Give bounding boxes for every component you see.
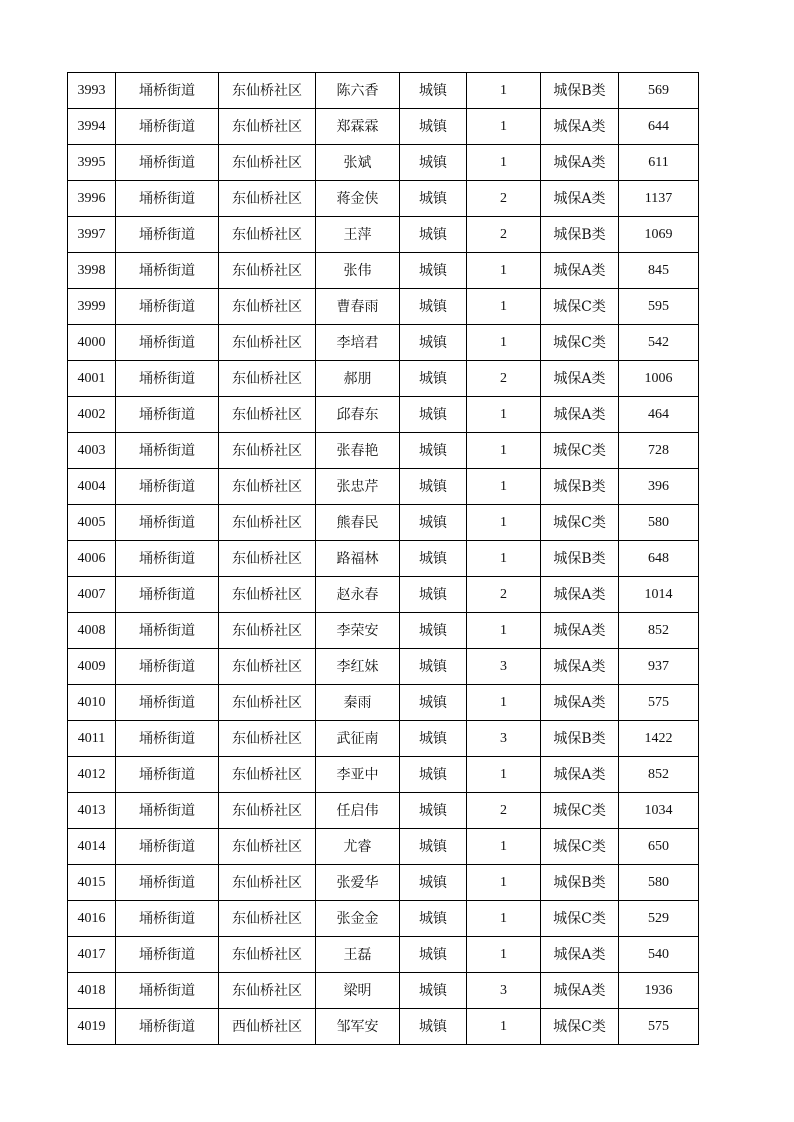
name-cell: 武征南 (316, 721, 400, 757)
insurance-category-cell: 城保C类 (541, 325, 619, 361)
insurance-category-cell: 城保C类 (541, 289, 619, 325)
name-cell: 张春艳 (316, 433, 400, 469)
community-cell: 东仙桥社区 (219, 865, 316, 901)
amount-cell: 542 (619, 325, 699, 361)
name-cell: 王磊 (316, 937, 400, 973)
table-row (68, 361, 699, 397)
amount-cell: 644 (619, 109, 699, 145)
subdistrict-cell: 埇桥街道 (116, 649, 219, 685)
row-number-cell: 4018 (68, 973, 116, 1009)
area-type-cell: 城镇 (400, 469, 467, 505)
table-row (68, 577, 699, 613)
community-cell: 东仙桥社区 (219, 181, 316, 217)
area-type-cell: 城镇 (400, 757, 467, 793)
roster-body (68, 73, 699, 1045)
amount-cell: 595 (619, 289, 699, 325)
area-type-cell: 城镇 (400, 181, 467, 217)
name-cell: 熊春民 (316, 505, 400, 541)
area-type-cell: 城镇 (400, 685, 467, 721)
row-number-cell: 4012 (68, 757, 116, 793)
insurance-category-cell: 城保B类 (541, 721, 619, 757)
community-cell: 东仙桥社区 (219, 685, 316, 721)
table-row (68, 325, 699, 361)
name-cell: 张忠芹 (316, 469, 400, 505)
amount-cell: 1034 (619, 793, 699, 829)
community-cell: 东仙桥社区 (219, 361, 316, 397)
subdistrict-cell: 埇桥街道 (116, 1009, 219, 1045)
area-type-cell: 城镇 (400, 721, 467, 757)
row-number-cell: 4009 (68, 649, 116, 685)
area-type-cell: 城镇 (400, 541, 467, 577)
area-type-cell: 城镇 (400, 397, 467, 433)
table-row (68, 649, 699, 685)
table-row (68, 685, 699, 721)
household-size-cell: 3 (467, 721, 541, 757)
table-row (68, 973, 699, 1009)
row-number-cell: 3998 (68, 253, 116, 289)
community-cell: 东仙桥社区 (219, 757, 316, 793)
community-cell: 东仙桥社区 (219, 73, 316, 109)
insurance-category-cell: 城保B类 (541, 541, 619, 577)
insurance-category-cell: 城保A类 (541, 253, 619, 289)
row-number-cell: 4014 (68, 829, 116, 865)
area-type-cell: 城镇 (400, 649, 467, 685)
subdistrict-cell: 埇桥街道 (116, 757, 219, 793)
household-size-cell: 1 (467, 685, 541, 721)
row-number-cell: 4003 (68, 433, 116, 469)
table-row (68, 433, 699, 469)
row-number-cell: 4004 (68, 469, 116, 505)
community-cell: 东仙桥社区 (219, 541, 316, 577)
subdistrict-cell: 埇桥街道 (116, 181, 219, 217)
amount-cell: 1014 (619, 577, 699, 613)
area-type-cell: 城镇 (400, 433, 467, 469)
household-size-cell: 1 (467, 469, 541, 505)
amount-cell: 529 (619, 901, 699, 937)
subdistrict-cell: 埇桥街道 (116, 685, 219, 721)
name-cell: 李红妹 (316, 649, 400, 685)
table-row (68, 541, 699, 577)
subdistrict-cell: 埇桥街道 (116, 793, 219, 829)
row-number-cell: 3996 (68, 181, 116, 217)
subdistrict-cell: 埇桥街道 (116, 253, 219, 289)
area-type-cell: 城镇 (400, 1009, 467, 1045)
table-row (68, 505, 699, 541)
community-cell: 东仙桥社区 (219, 217, 316, 253)
amount-cell: 1069 (619, 217, 699, 253)
area-type-cell: 城镇 (400, 325, 467, 361)
name-cell: 张斌 (316, 145, 400, 181)
community-cell: 东仙桥社区 (219, 937, 316, 973)
area-type-cell: 城镇 (400, 109, 467, 145)
community-cell: 东仙桥社区 (219, 649, 316, 685)
household-size-cell: 1 (467, 541, 541, 577)
name-cell: 曹春雨 (316, 289, 400, 325)
household-size-cell: 1 (467, 505, 541, 541)
community-cell: 东仙桥社区 (219, 793, 316, 829)
household-size-cell: 1 (467, 937, 541, 973)
community-cell: 东仙桥社区 (219, 577, 316, 613)
household-size-cell: 1 (467, 613, 541, 649)
amount-cell: 648 (619, 541, 699, 577)
amount-cell: 1006 (619, 361, 699, 397)
insurance-category-cell: 城保A类 (541, 757, 619, 793)
table-row (68, 1009, 699, 1045)
insurance-category-cell: 城保A类 (541, 181, 619, 217)
area-type-cell: 城镇 (400, 577, 467, 613)
insurance-category-cell: 城保A类 (541, 937, 619, 973)
subsidy-roster-table (67, 72, 699, 1045)
name-cell: 李荣安 (316, 613, 400, 649)
row-number-cell: 3997 (68, 217, 116, 253)
area-type-cell: 城镇 (400, 73, 467, 109)
subdistrict-cell: 埇桥街道 (116, 541, 219, 577)
amount-cell: 1137 (619, 181, 699, 217)
table-row (68, 793, 699, 829)
subdistrict-cell: 埇桥街道 (116, 433, 219, 469)
row-number-cell: 4016 (68, 901, 116, 937)
table-row (68, 145, 699, 181)
amount-cell: 580 (619, 505, 699, 541)
insurance-category-cell: 城保B类 (541, 217, 619, 253)
household-size-cell: 3 (467, 973, 541, 1009)
amount-cell: 575 (619, 685, 699, 721)
area-type-cell: 城镇 (400, 865, 467, 901)
name-cell: 李亚中 (316, 757, 400, 793)
row-number-cell: 4002 (68, 397, 116, 433)
community-cell: 东仙桥社区 (219, 433, 316, 469)
area-type-cell: 城镇 (400, 901, 467, 937)
household-size-cell: 1 (467, 757, 541, 793)
subdistrict-cell: 埇桥街道 (116, 865, 219, 901)
row-number-cell: 4001 (68, 361, 116, 397)
community-cell: 东仙桥社区 (219, 613, 316, 649)
subdistrict-cell: 埇桥街道 (116, 937, 219, 973)
amount-cell: 650 (619, 829, 699, 865)
household-size-cell: 1 (467, 289, 541, 325)
row-number-cell: 4017 (68, 937, 116, 973)
row-number-cell: 3993 (68, 73, 116, 109)
table-row (68, 937, 699, 973)
table-row (68, 469, 699, 505)
name-cell: 任启伟 (316, 793, 400, 829)
row-number-cell: 4011 (68, 721, 116, 757)
household-size-cell: 2 (467, 577, 541, 613)
name-cell: 邱春东 (316, 397, 400, 433)
household-size-cell: 2 (467, 361, 541, 397)
household-size-cell: 1 (467, 829, 541, 865)
name-cell: 邹军安 (316, 1009, 400, 1045)
amount-cell: 611 (619, 145, 699, 181)
subdistrict-cell: 埇桥街道 (116, 109, 219, 145)
name-cell: 张金金 (316, 901, 400, 937)
area-type-cell: 城镇 (400, 505, 467, 541)
insurance-category-cell: 城保A类 (541, 109, 619, 145)
community-cell: 东仙桥社区 (219, 469, 316, 505)
subdistrict-cell: 埇桥街道 (116, 325, 219, 361)
subdistrict-cell: 埇桥街道 (116, 613, 219, 649)
insurance-category-cell: 城保C类 (541, 793, 619, 829)
name-cell: 蒋金侠 (316, 181, 400, 217)
row-number-cell: 4010 (68, 685, 116, 721)
subdistrict-cell: 埇桥街道 (116, 901, 219, 937)
household-size-cell: 1 (467, 901, 541, 937)
community-cell: 东仙桥社区 (219, 973, 316, 1009)
insurance-category-cell: 城保B类 (541, 865, 619, 901)
amount-cell: 540 (619, 937, 699, 973)
household-size-cell: 1 (467, 1009, 541, 1045)
row-number-cell: 4000 (68, 325, 116, 361)
insurance-category-cell: 城保A类 (541, 685, 619, 721)
table-row (68, 217, 699, 253)
amount-cell: 1936 (619, 973, 699, 1009)
row-number-cell: 4015 (68, 865, 116, 901)
area-type-cell: 城镇 (400, 973, 467, 1009)
household-size-cell: 1 (467, 109, 541, 145)
area-type-cell: 城镇 (400, 793, 467, 829)
household-size-cell: 2 (467, 217, 541, 253)
subdistrict-cell: 埇桥街道 (116, 469, 219, 505)
insurance-category-cell: 城保C类 (541, 433, 619, 469)
table-row (68, 181, 699, 217)
area-type-cell: 城镇 (400, 361, 467, 397)
household-size-cell: 2 (467, 793, 541, 829)
row-number-cell: 4008 (68, 613, 116, 649)
insurance-category-cell: 城保A类 (541, 145, 619, 181)
area-type-cell: 城镇 (400, 217, 467, 253)
insurance-category-cell: 城保C类 (541, 1009, 619, 1045)
area-type-cell: 城镇 (400, 829, 467, 865)
insurance-category-cell: 城保A类 (541, 397, 619, 433)
area-type-cell: 城镇 (400, 253, 467, 289)
amount-cell: 580 (619, 865, 699, 901)
name-cell: 李培君 (316, 325, 400, 361)
area-type-cell: 城镇 (400, 937, 467, 973)
insurance-category-cell: 城保C类 (541, 829, 619, 865)
subdistrict-cell: 埇桥街道 (116, 577, 219, 613)
table-row (68, 757, 699, 793)
household-size-cell: 1 (467, 73, 541, 109)
table-row (68, 289, 699, 325)
amount-cell: 852 (619, 613, 699, 649)
amount-cell: 845 (619, 253, 699, 289)
row-number-cell: 3999 (68, 289, 116, 325)
name-cell: 秦雨 (316, 685, 400, 721)
name-cell: 张爱华 (316, 865, 400, 901)
insurance-category-cell: 城保A类 (541, 361, 619, 397)
table-row (68, 253, 699, 289)
name-cell: 王萍 (316, 217, 400, 253)
insurance-category-cell: 城保A类 (541, 649, 619, 685)
community-cell: 东仙桥社区 (219, 721, 316, 757)
insurance-category-cell: 城保C类 (541, 505, 619, 541)
name-cell: 路福林 (316, 541, 400, 577)
subdistrict-cell: 埇桥街道 (116, 829, 219, 865)
amount-cell: 852 (619, 757, 699, 793)
table-row (68, 901, 699, 937)
table-row (68, 721, 699, 757)
table-row (68, 613, 699, 649)
community-cell: 东仙桥社区 (219, 109, 316, 145)
subdistrict-cell: 埇桥街道 (116, 73, 219, 109)
insurance-category-cell: 城保A类 (541, 973, 619, 1009)
household-size-cell: 1 (467, 397, 541, 433)
insurance-category-cell: 城保B类 (541, 73, 619, 109)
community-cell: 东仙桥社区 (219, 145, 316, 181)
name-cell: 郑霖霖 (316, 109, 400, 145)
community-cell: 东仙桥社区 (219, 505, 316, 541)
amount-cell: 937 (619, 649, 699, 685)
subdistrict-cell: 埇桥街道 (116, 397, 219, 433)
name-cell: 郝朋 (316, 361, 400, 397)
table-row (68, 397, 699, 433)
amount-cell: 464 (619, 397, 699, 433)
row-number-cell: 4006 (68, 541, 116, 577)
name-cell: 梁明 (316, 973, 400, 1009)
household-size-cell: 1 (467, 325, 541, 361)
table-row (68, 865, 699, 901)
name-cell: 赵永春 (316, 577, 400, 613)
name-cell: 张伟 (316, 253, 400, 289)
community-cell: 东仙桥社区 (219, 829, 316, 865)
subdistrict-cell: 埇桥街道 (116, 217, 219, 253)
household-size-cell: 1 (467, 433, 541, 469)
community-cell: 东仙桥社区 (219, 397, 316, 433)
area-type-cell: 城镇 (400, 613, 467, 649)
amount-cell: 569 (619, 73, 699, 109)
community-cell: 东仙桥社区 (219, 253, 316, 289)
table-row (68, 109, 699, 145)
table-row (68, 829, 699, 865)
row-number-cell: 4013 (68, 793, 116, 829)
community-cell: 东仙桥社区 (219, 289, 316, 325)
area-type-cell: 城镇 (400, 145, 467, 181)
row-number-cell: 4005 (68, 505, 116, 541)
area-type-cell: 城镇 (400, 289, 467, 325)
row-number-cell: 3994 (68, 109, 116, 145)
subdistrict-cell: 埇桥街道 (116, 145, 219, 181)
community-cell: 东仙桥社区 (219, 325, 316, 361)
name-cell: 陈六香 (316, 73, 400, 109)
insurance-category-cell: 城保A类 (541, 613, 619, 649)
community-cell: 西仙桥社区 (219, 1009, 316, 1045)
household-size-cell: 1 (467, 145, 541, 181)
subdistrict-cell: 埇桥街道 (116, 721, 219, 757)
row-number-cell: 4007 (68, 577, 116, 613)
row-number-cell: 4019 (68, 1009, 116, 1045)
subdistrict-cell: 埇桥街道 (116, 289, 219, 325)
subdistrict-cell: 埇桥街道 (116, 973, 219, 1009)
subdistrict-cell: 埇桥街道 (116, 361, 219, 397)
amount-cell: 396 (619, 469, 699, 505)
insurance-category-cell: 城保C类 (541, 901, 619, 937)
household-size-cell: 3 (467, 649, 541, 685)
household-size-cell: 1 (467, 253, 541, 289)
row-number-cell: 3995 (68, 145, 116, 181)
insurance-category-cell: 城保B类 (541, 469, 619, 505)
insurance-category-cell: 城保A类 (541, 577, 619, 613)
amount-cell: 728 (619, 433, 699, 469)
table-row (68, 73, 699, 109)
community-cell: 东仙桥社区 (219, 901, 316, 937)
household-size-cell: 2 (467, 181, 541, 217)
household-size-cell: 1 (467, 865, 541, 901)
amount-cell: 1422 (619, 721, 699, 757)
name-cell: 尤睿 (316, 829, 400, 865)
subdistrict-cell: 埇桥街道 (116, 505, 219, 541)
amount-cell: 575 (619, 1009, 699, 1045)
